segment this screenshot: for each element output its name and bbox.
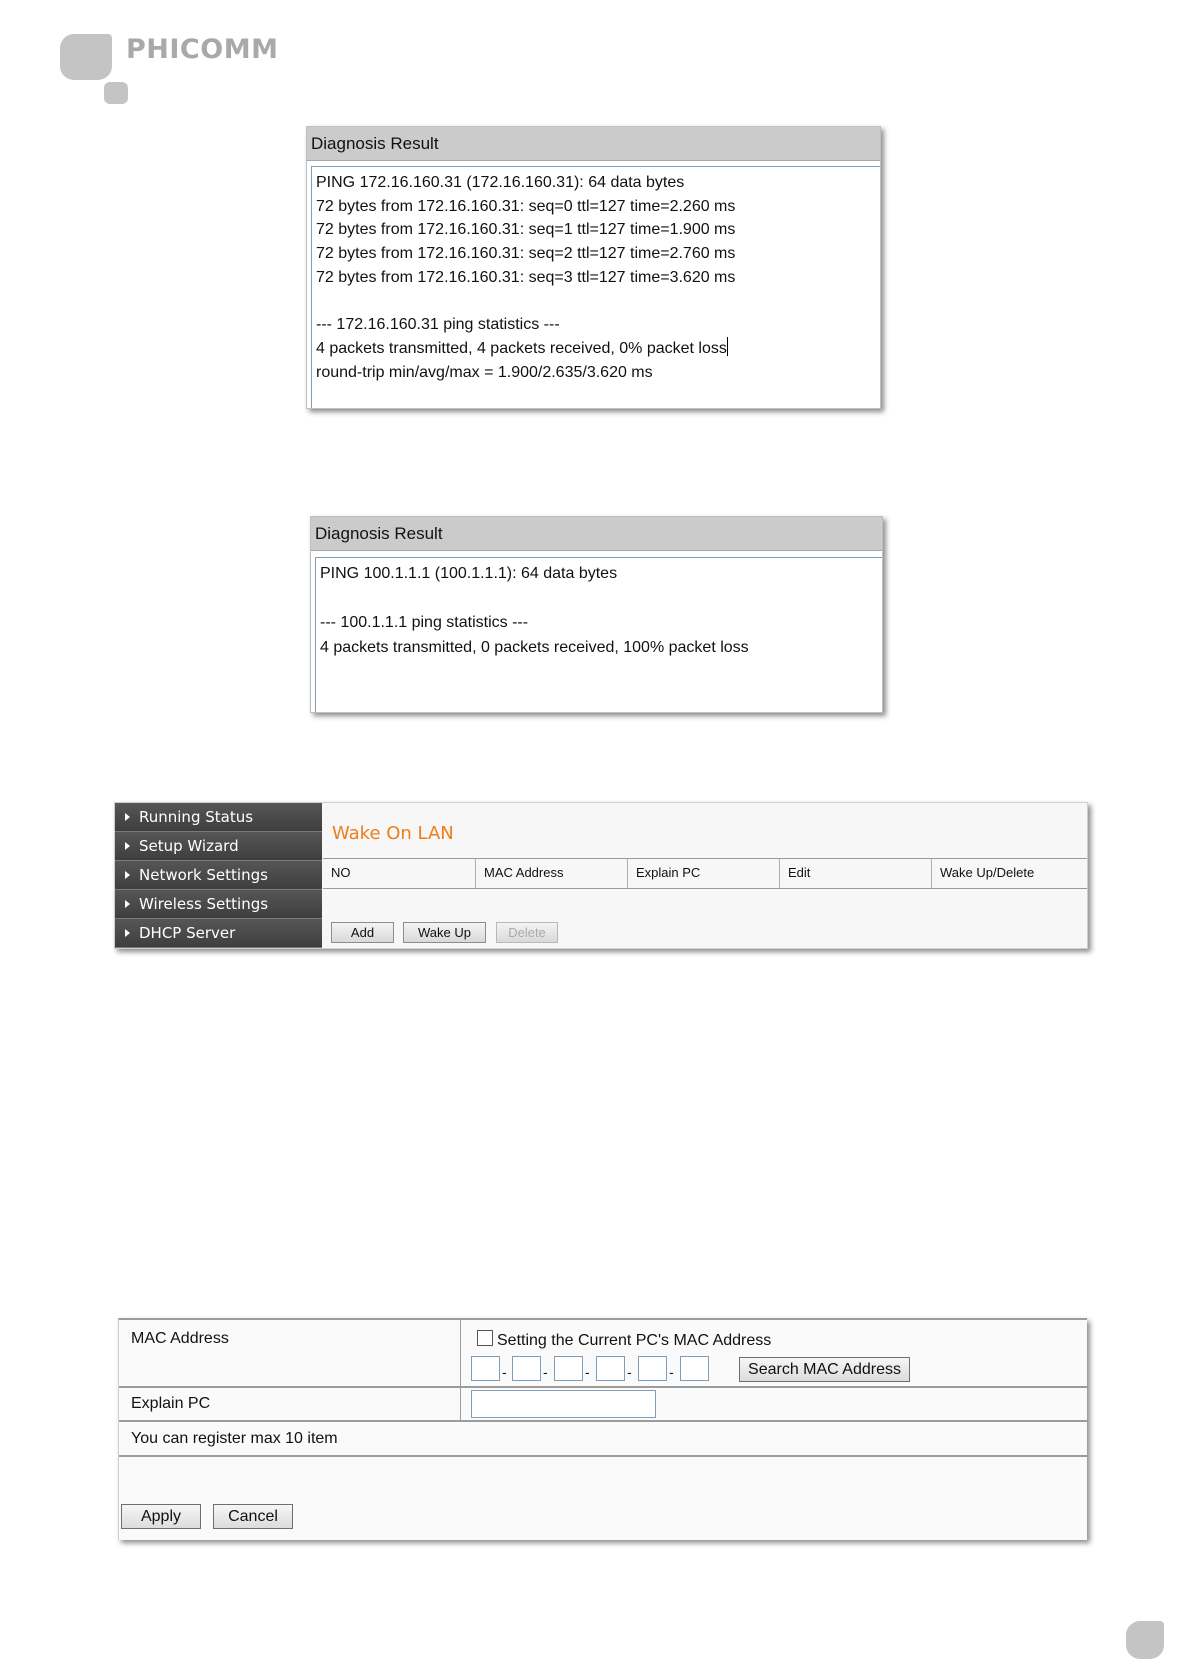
column-header-explain-pc: Explain PC [627, 859, 779, 888]
mac-octet-3-input[interactable] [554, 1356, 583, 1381]
wake-on-lan-panel [114, 802, 1088, 949]
mac-address-row [119, 1320, 1087, 1388]
output-line: round-trip min/avg/max = 1.900/2.635/3.620 ms [316, 363, 653, 381]
output-line [316, 290, 876, 314]
output-line: 72 bytes from 172.16.160.31: seq=1 ttl=127 time=1.900 ms [316, 221, 736, 239]
triangle-right-icon [125, 900, 130, 908]
mac-separator: - [627, 1364, 632, 1380]
wake-up-button[interactable]: Wake Up [403, 922, 486, 943]
sidebar-item-label: Setup Wizard [139, 837, 239, 855]
diagnosis-result-title: Diagnosis Result [307, 127, 880, 161]
explain-pc-input[interactable] [471, 1390, 656, 1418]
brand-name: PHICOMM [126, 34, 279, 65]
logo-mark-foot [104, 82, 128, 104]
output-line: 4 packets transmitted, 4 packets received, 0% packet loss [316, 339, 727, 357]
diagnosis-output-textarea[interactable] [311, 166, 880, 408]
column-header-no: NO [331, 865, 351, 880]
triangle-right-icon [125, 842, 130, 850]
output-line: --- 100.1.1.1 ping statistics --- [320, 614, 529, 631]
output-line: --- 172.16.160.31 ping statistics --- [316, 316, 560, 334]
add-button[interactable]: Add [331, 922, 394, 943]
column-divider [460, 1388, 461, 1420]
page-corner-badge [1126, 1621, 1164, 1659]
output-line: 72 bytes from 172.16.160.31: seq=0 ttl=127 time=2.260 ms [316, 197, 736, 215]
output-line: 4 packets transmitted, 0 packets received, 100% packet loss [320, 638, 749, 656]
diagnosis-result-title: Diagnosis Result [311, 517, 882, 551]
triangle-right-icon [125, 929, 130, 937]
current-pc-mac-checkbox[interactable] [477, 1330, 493, 1346]
mac-address-label: MAC Address [131, 1330, 229, 1347]
page-title: Wake On LAN [332, 823, 454, 844]
sidebar-item-label: Wireless Settings [139, 895, 269, 913]
cancel-button[interactable]: Cancel [213, 1504, 293, 1529]
output-line: 72 bytes from 172.16.160.31: seq=2 ttl=127 time=2.760 ms [316, 245, 736, 263]
delete-button[interactable]: Delete [496, 922, 558, 943]
text-caret [727, 337, 728, 356]
diagnosis-result-panel-failure [310, 516, 883, 713]
sidebar-item-dhcp-server[interactable] [115, 919, 322, 948]
register-note-row [119, 1422, 1087, 1457]
logo-mark [60, 34, 112, 80]
sidebar-menu [115, 803, 322, 948]
mac-separator: - [585, 1364, 590, 1380]
sidebar-item-network-settings[interactable] [115, 861, 322, 890]
phicomm-logo [60, 34, 300, 114]
mac-octet-2-input[interactable] [512, 1356, 541, 1381]
sidebar-item-label: Running Status [139, 808, 254, 826]
sidebar-item-setup-wizard[interactable] [115, 832, 322, 861]
search-mac-address-button[interactable]: Search MAC Address [739, 1357, 910, 1382]
sidebar-item-label: Network Settings [139, 866, 268, 884]
mac-separator: - [543, 1364, 548, 1380]
output-line: PING 172.16.160.31 (172.16.160.31): 64 data bytes [316, 174, 685, 191]
mac-address-form-panel [118, 1318, 1087, 1540]
explain-pc-row [119, 1388, 1087, 1422]
mac-octet-5-input[interactable] [638, 1356, 667, 1381]
output-line-with-caret [316, 337, 876, 361]
current-pc-mac-checkbox-label: Setting the Current PC's MAC Address [497, 1332, 772, 1349]
diagnosis-result-panel-success [306, 126, 881, 409]
triangle-right-icon [125, 813, 130, 821]
sidebar-item-label: DHCP Server [139, 924, 236, 942]
output-line: 72 bytes from 172.16.160.31: seq=3 ttl=127 time=3.620 ms [316, 268, 736, 286]
mac-octet-1-input[interactable] [471, 1356, 500, 1381]
mac-octet-4-input[interactable] [596, 1356, 625, 1381]
mac-octet-6-input[interactable] [680, 1356, 709, 1381]
column-divider [460, 1320, 461, 1386]
wake-on-lan-table-header [323, 859, 1087, 889]
column-header-edit: Edit [779, 859, 931, 888]
output-line: PING 100.1.1.1 (100.1.1.1): 64 data bytes [320, 565, 618, 582]
column-header-mac-address: MAC Address [475, 859, 627, 888]
diagnosis-output-textarea[interactable] [315, 557, 882, 712]
mac-separator: - [502, 1364, 507, 1380]
explain-pc-label: Explain PC [131, 1395, 211, 1412]
apply-button[interactable]: Apply [121, 1504, 201, 1529]
register-limit-note: You can register max 10 item [131, 1430, 338, 1447]
sidebar-item-wireless-settings[interactable] [115, 890, 322, 919]
sidebar-item-running-status[interactable] [115, 803, 322, 832]
triangle-right-icon [125, 871, 130, 879]
output-line [320, 587, 878, 612]
mac-separator: - [669, 1364, 674, 1380]
column-header-wake-up-delete: Wake Up/Delete [931, 859, 1087, 888]
